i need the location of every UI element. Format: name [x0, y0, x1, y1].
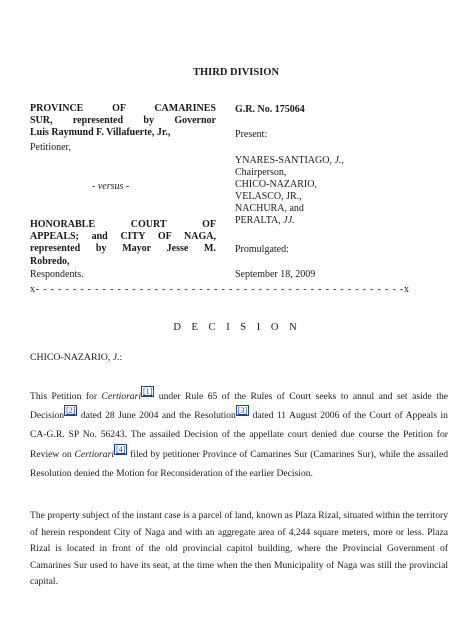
paragraph-1: This Petition for Certiorari [1] under Rule 65 of the Rules of Court seeks to annul and set aside the Decision [2] dated 28 June 2004 and the Resolution [3] dated 11 August 2006 of the Court of Appeals in CA-G.R. SP No. 56243. The assailed Decision of the appellate court denied due course the Petition for Review on Certiorari [4] filed by petitioner Province of Camarines Sur (Camarines Sur), while the assailed Resolution denied the Motion for Reconsideration of the earlier Decision. — [30, 387, 448, 479]
ponente: CHICO-NAZARIO, J.: — [30, 352, 123, 363]
separator-rule: x- - - - - - - - - - - - - - - - - - - - - - - - - - - - - - - - - - - - - - - - - - - - - - - - - -x — [30, 284, 410, 295]
footnote-link-1[interactable]: [1] — [143, 387, 153, 396]
petitioner-block — [30, 103, 216, 140]
justice-line: Chairperson, — [235, 167, 287, 178]
decision-title: D E C I S I O N — [173, 322, 301, 333]
respondent-role: Respondents. — [30, 269, 84, 280]
justice-line: PERALTA, JJ. — [235, 215, 295, 226]
justice-line: CHICO-NAZARIO, — [235, 179, 317, 190]
footnote-link-4[interactable]: [4] — [115, 444, 126, 454]
petitioner-line: Luis Raymund F. Villafuerte, Jr., — [30, 127, 171, 139]
gr-number: G.R. No. 175064 — [235, 104, 305, 115]
respondent-line: Robredo, — [30, 255, 70, 267]
petitioner-role: Petitioner, — [30, 142, 71, 153]
justices-list — [235, 155, 344, 227]
present-label: Present: — [235, 129, 268, 140]
petitioner-line: SUR, represented by Governor — [30, 115, 216, 127]
footnote-link-2[interactable]: [2] — [66, 406, 76, 416]
respondent-line: APPEALS; and CITY OF NAGA, — [30, 231, 216, 243]
justice-line: YNARES-SANTIAGO, J., — [235, 155, 344, 166]
versus-label: - versus - — [92, 181, 130, 192]
respondent-line: represented by Mayor Jesse M. — [30, 243, 216, 255]
respondent-block — [30, 219, 216, 268]
justice-line: NACHURA, and — [235, 203, 304, 214]
petitioner-line: PROVINCE OF CAMARINES — [30, 103, 216, 114]
division-heading: THIRD DIVISION — [193, 67, 280, 78]
paragraph-2: The property subject of the instant case is a parcel of land, known as Plaza Rizal, situated within the territory of herein respondent City of Naga and with an aggregate area of 4,244 square meters, more or less. Plaza Rizal is located in front of the old provincial capitol building, where the Provincial Government of Camarines Sur used to have its seat, at the time when the then Municipality of Naga was still the provincial capital. — [30, 510, 448, 588]
respondent-line: HONORABLE COURT OF — [30, 219, 216, 230]
promulgated-label: Promulgated: — [235, 244, 289, 255]
promulgated-date: September 18, 2009 — [235, 269, 316, 280]
justice-line: VELASCO, JR., — [235, 191, 302, 202]
footnote-link-3[interactable]: [3] — [237, 406, 248, 416]
